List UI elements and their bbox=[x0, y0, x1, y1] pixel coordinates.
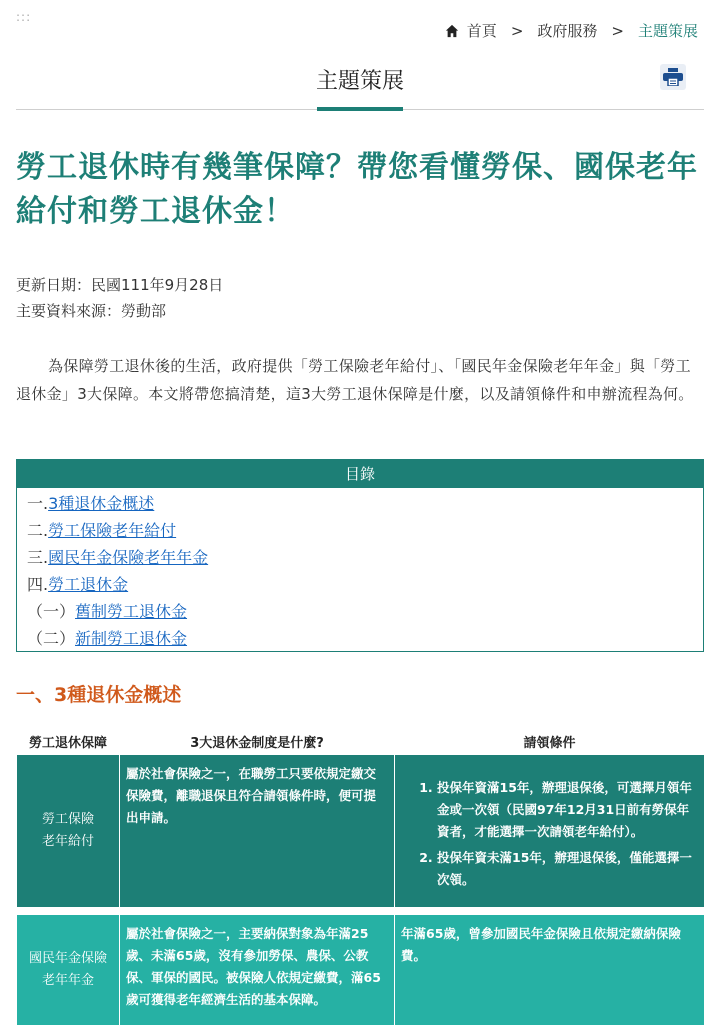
toc-prefix: 四. bbox=[27, 575, 49, 594]
row-label bbox=[17, 755, 120, 907]
toc-item bbox=[27, 517, 703, 544]
table-row bbox=[17, 755, 705, 907]
condition-item: 2. 投保年資未滿15年，辦理退保後，僅能選擇一次領。 bbox=[437, 847, 698, 891]
table-header-cell: 請領條件 bbox=[395, 727, 705, 755]
data-source: 主要資料來源：勞動部 bbox=[16, 302, 167, 320]
home-icon[interactable] bbox=[445, 24, 459, 38]
breadcrumb bbox=[445, 20, 698, 41]
table-spacer bbox=[17, 907, 705, 915]
conditions-list bbox=[401, 777, 698, 891]
toc-prefix: （二） bbox=[27, 629, 76, 648]
row-conditions: 年滿65歲，曾參加國民年金保險且依規定繳納保險費。 bbox=[395, 915, 705, 1025]
print-button[interactable] bbox=[660, 64, 686, 90]
breadcrumb-home-link[interactable]: 首頁 bbox=[466, 22, 497, 40]
article-title: 勞工退休時有幾筆保障？帶您看懂勞保、國保老年給付和勞工退休金！ bbox=[16, 150, 698, 229]
row-description: 屬於社會保險之一，主要納保對象為年滿25歲、未滿65歲，沒有參加勞保、農保、公教保、軍保的國民。被保險人依規定繳費，滿65歲可獲得老年經濟生活的基本保障。 bbox=[120, 915, 395, 1025]
section-title-overview: 一、3種退休金概述 bbox=[16, 684, 182, 706]
toc-item bbox=[27, 598, 703, 625]
toc-list bbox=[17, 488, 703, 652]
toc-prefix: 一. bbox=[27, 494, 49, 513]
table-row bbox=[17, 915, 705, 1025]
row-label-line: 國民年金保險 bbox=[28, 951, 107, 966]
row-label-line: 老年年金 bbox=[41, 973, 94, 988]
toc-link-labor-insurance[interactable]: 勞工保險老年給付 bbox=[48, 521, 177, 540]
pension-comparison-table bbox=[16, 727, 705, 1025]
row-description: 屬於社會保險之一，在職勞工只要依規定繳交保險費，離職退保且符合請領條件時，便可提出申請。 bbox=[120, 755, 395, 907]
toc-link-old-pension[interactable]: 舊制勞工退休金 bbox=[75, 602, 188, 621]
update-date: 更新日期：民國111年9月28日 bbox=[16, 276, 224, 294]
toc-item bbox=[27, 490, 703, 517]
toc-header: 目錄 bbox=[17, 460, 703, 488]
toc-link-overview[interactable]: 3種退休金概述 bbox=[48, 494, 155, 513]
breadcrumb-separator: > bbox=[611, 21, 624, 40]
toc-prefix: 二. bbox=[27, 521, 49, 540]
printer-icon bbox=[663, 68, 683, 86]
article-meta bbox=[16, 272, 223, 324]
breadcrumb-separator: > bbox=[510, 21, 524, 40]
intro-paragraph: 為保障勞工退休後的生活，政府提供「勞工保險老年給付」、「國民年金保險老年年金」與「勞工退休金」3大保障。本文將帶您搞清楚，這3大勞工退休保障是什麼，以及請領條件和申辦流程為何。 bbox=[16, 357, 694, 403]
condition-item: 1. 投保年資滿15年，辦理退保後，可選擇月領年金或一次領（民國97年12月31日前有勞保年資者，才能選擇一次請領老年給付）。 bbox=[437, 777, 698, 843]
table-header-cell: 3大退休金制度是什麼? bbox=[120, 727, 395, 755]
row-label-line: 老年給付 bbox=[41, 834, 94, 849]
table-header-cell: 勞工退休保障 bbox=[17, 727, 120, 755]
toc-prefix: 三. bbox=[27, 548, 49, 567]
toc-item bbox=[27, 571, 703, 598]
breadcrumb-service-link[interactable]: 政府服務 bbox=[537, 22, 598, 40]
row-conditions bbox=[395, 755, 705, 907]
table-of-contents bbox=[16, 459, 704, 652]
breadcrumb-current: 主題策展 bbox=[637, 22, 698, 40]
toc-link-labor-pension[interactable]: 勞工退休金 bbox=[48, 575, 129, 594]
toc-item bbox=[27, 625, 703, 652]
toc-link-new-pension[interactable]: 新制勞工退休金 bbox=[75, 629, 188, 648]
table-header-row bbox=[17, 727, 705, 755]
accesskey-marker[interactable]: ::: bbox=[16, 10, 32, 24]
toc-item bbox=[27, 544, 703, 571]
toc-prefix: （一） bbox=[27, 602, 76, 621]
row-label bbox=[17, 915, 120, 1025]
toc-link-national-pension[interactable]: 國民年金保險老年年金 bbox=[48, 548, 209, 567]
row-label-line: 勞工保險 bbox=[41, 812, 94, 827]
page-header bbox=[16, 58, 704, 110]
page-title: 主題策展 bbox=[315, 69, 404, 94]
title-underline bbox=[317, 107, 403, 111]
